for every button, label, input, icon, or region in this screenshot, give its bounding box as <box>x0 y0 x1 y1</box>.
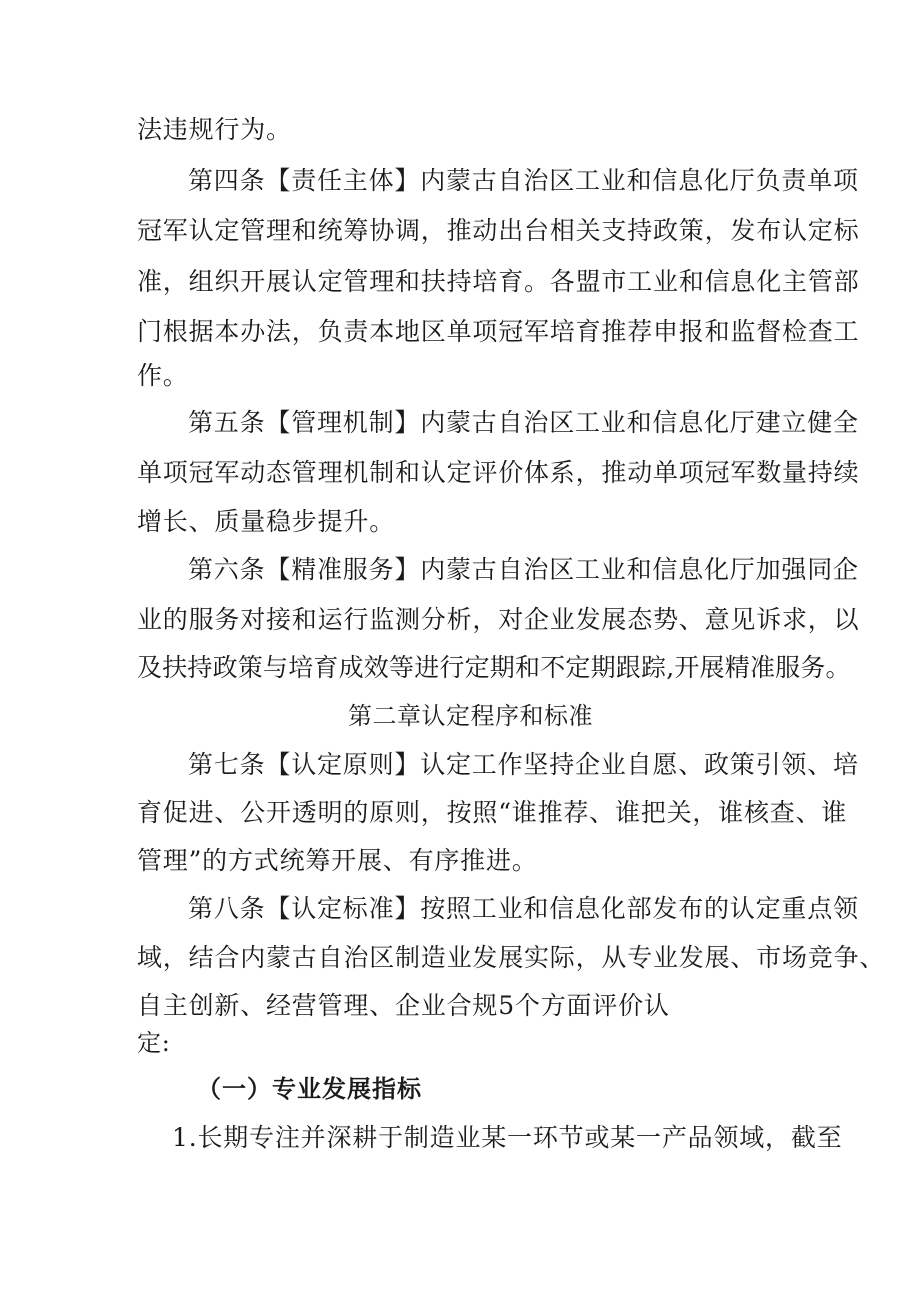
text-line: 定: <box>137 1029 171 1057</box>
text-line: 增长、质量稳步提升。 <box>137 507 396 536</box>
text-line: 域，结合内蒙古自治区制造业发展实际，从专业发展、市场竞争、 <box>137 943 886 972</box>
text-line: 管理”的方式统筹开展、有序推进。 <box>137 846 538 875</box>
article-5-line: 第五条【管理机制】内蒙古自治区工业和信息化厅建立健全 <box>188 408 859 437</box>
text-line: 冠军认定管理和统筹协调，推动出台相关支持政策，发布认定标 <box>137 216 860 245</box>
text-line: 育促进、公开透明的原则，按照“谁推荐、谁把关，谁核查、谁 <box>137 798 848 827</box>
text-line: 业的服务对接和运行监测分析，对企业发展态势、意见诉求，以 <box>137 605 860 634</box>
text-line: 及扶持政策与培育成效等进行定期和不定期跟踪,开展精准服务。 <box>137 653 851 682</box>
text-line: 单项冠军动态管理机制和认定评价体系，推动单项冠军数量持续 <box>137 458 860 487</box>
text-line: 准，组织开展认定管理和扶持培育。各盟市工业和信息化主管部 <box>137 267 860 296</box>
section-heading: （一）专业发展指标 <box>197 1074 422 1103</box>
text-line: 门根据本办法，负责本地区单项冠军培育推荐申报和监督检查工 <box>137 317 860 346</box>
article-7-line: 第七条【认定原则】认定工作坚持企业自愿、政策引领、培 <box>188 750 859 779</box>
chapter-heading: 第二章认定程序和标准 <box>348 702 593 730</box>
text-line: 作。 <box>137 361 189 390</box>
list-item: 1.长期专注并深耕于制造业某一环节或某一产品领域，截至 <box>172 1123 843 1152</box>
article-4-line: 第四条【责任主体】内蒙古自治区工业和信息化厅负责单项 <box>188 166 859 195</box>
text-line: 法违规行为。 <box>137 115 292 144</box>
article-6-line: 第六条【精准服务】内蒙古自治区工业和信息化厅加强同企 <box>188 555 859 584</box>
text-line: 自主创新、经营管理、企业合规5个方面评价认 <box>137 991 670 1020</box>
article-8-line: 第八条【认定标准】按照工业和信息化部发布的认定重点领 <box>188 894 859 923</box>
